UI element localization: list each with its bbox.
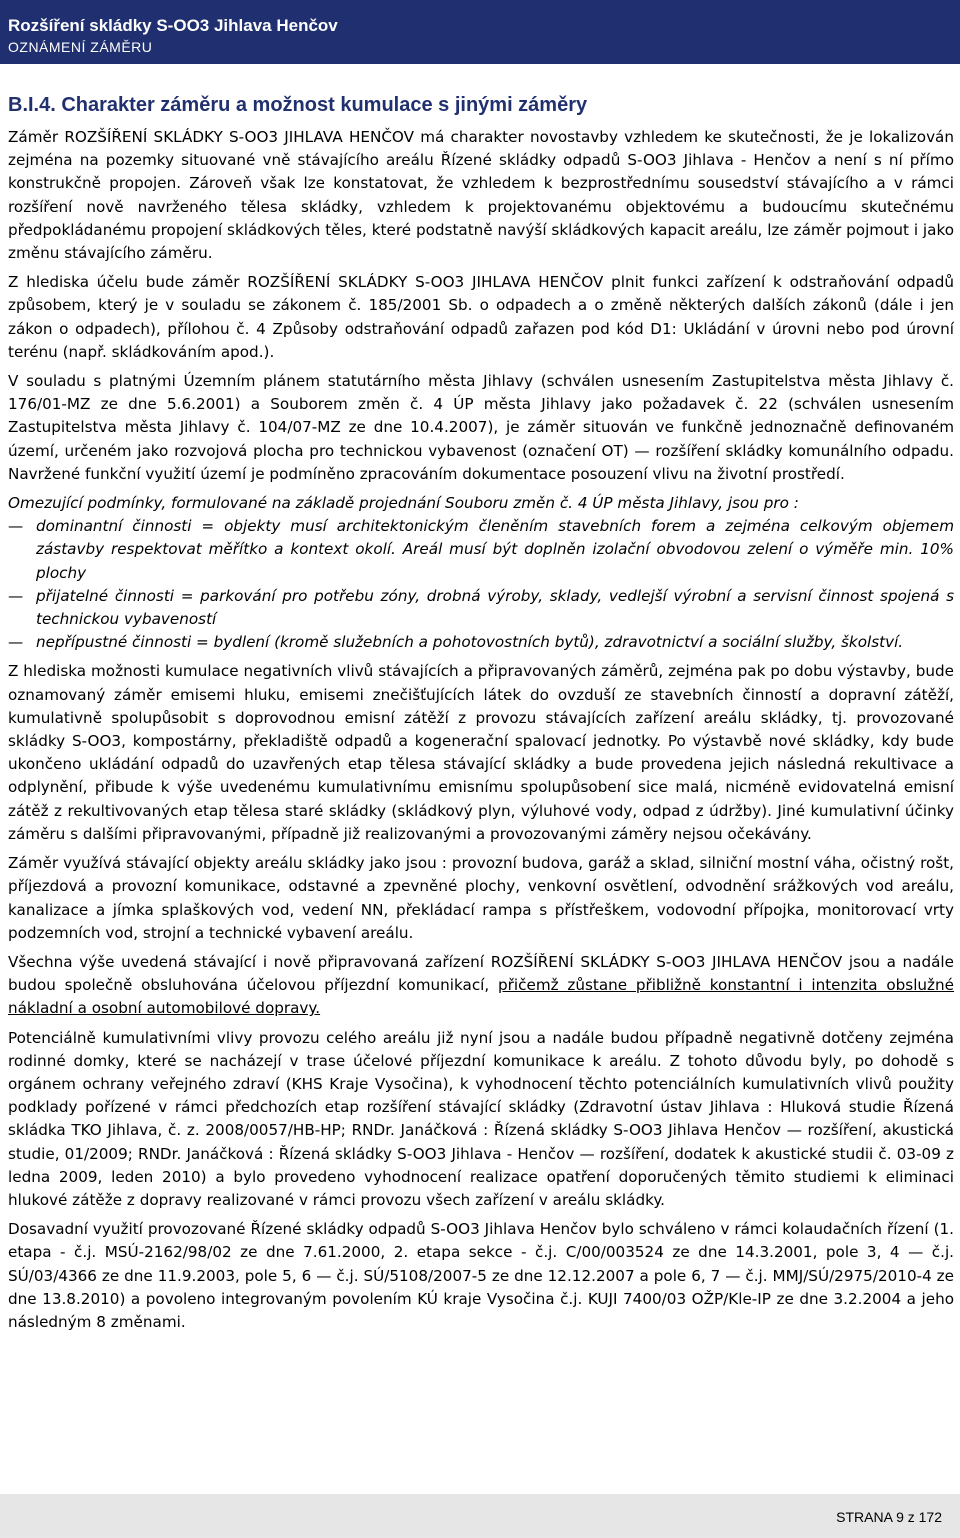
underlined-statement: přičemž zůstane přibližně konstantní i intenzita obslužné nákladní a osobní automobilové dopravy.	[8, 976, 955, 1018]
paragraph-cumulation: Z hlediska možnosti kumulace negativních vlivů stávajících a připravovaných záměrů, zejména pak po dobu výstavby, bude oznamovaný záměr emisemi hluku, emisemi znečišťujících látek do ovzduší ze stavebních činností a dopravní zátěží, kumulativně spolupůsobit s doprovodnou emisní zátěží z provozu stávajících zařízení areálu skládky, tj. provozované skládky S-OO3, kompostárny, překladiště odpadů a kogenerační spalovací jednotky. Po výstavbě nové skládky, kdy bude ukončeno ukládání odpadů do uzavřených etap tělesa stávající skládky a bude provedena jejich následná rekultivace a odplynění, přibude k výše uvedenému kumulativnímu emisnímu spolupůsobení sice malá, nicméně evidovatelná emisní zátěž z rekultivovaných etap tělesa staré skládky (skládkový plyn, výluhové vody, odpad z údržby). Jiné kumulativní účinky záměru s dalšími připravovanými, případně již realizovanými a provozovanými záměry nejsou očekávány.	[8, 662, 954, 843]
list-item	[8, 631, 954, 654]
paragraph-conditions-intro: Omezující podmínky, formulované na základě projednání Souboru změn č. 4 ÚP města Jihlavy, jsou pro :	[8, 494, 799, 513]
dash-bullet: —	[8, 517, 24, 536]
access-road-text: Všechna výše uvedená stávající i nově připravovaná zařízení ROZŠÍŘENÍ SKLÁDKY S-OO3 JIHLAVA HENČOV jsou a nadále budou společně obsluhována účelovou příjezdní komunikací,	[8, 952, 954, 995]
condition-text: nepřípustné činnosti = bydlení (kromě služebních a pohotovostních bytů), zdravotnictví a sociální služby, školství.	[36, 633, 904, 652]
document-title: Rozšíření skládky S-OO3 Jihlava Henčov	[8, 16, 338, 35]
section-heading: B.I.4. Charakter záměru a možnost kumulace s jinými záměry	[8, 94, 588, 116]
paragraph-existing-objects: Záměr využívá stávající objekty areálu skládky jako jsou : provozní budova, garáž a sklad, silniční mostní váha, očistný rošt, příjezdová a provozní komunikace, odstavné a zpevněné plochy, venkovní osvětlení, odvodnění srážkových vod areálu, kanalizace a jímka splaškových vod, vedení NN, překládací rampa s přístřeškem, vodovodní přípojka, monitorovací vrty podzemních vod, strojní a technické vybavení areálu.	[8, 854, 954, 942]
paragraph-land-plan: V souladu s platnými Územním plánem statutárního města Jihlavy (schválen usnesením Zastupitelstva města Jihlavy č. 176/01-MZ ze dne 5.6.2001) a Souborem změn č. 4 ÚP města Jihlavy jako požadavek č. 22 (schválen usnesením Zastupitelstva města Jihlavy č. 104/07-MZ ze dne 10.4.2007), je záměr situován ve funkčně jednoznačně definovaném území, určeném jako rozvojová plocha pro technickou vybavenost (označení OT) — rozšíření skládky komunálního odpadu. Navržené funkční využití území je podmíněno zpracováním dokumentace posouzení vlivu na životní prostředí.	[8, 372, 954, 483]
condition-text: dominantní činnosti = objekty musí architektonickým členěním stavebních forem a zejména celkovým objemem zástavby respektovat měřítko a kontext okolí. Areál musí být doplněn izolační obvodovou zelení o výměře min. 10% plochy	[36, 517, 954, 582]
document-body	[8, 126, 954, 1340]
document-footer	[0, 1494, 960, 1538]
condition-text: přijatelné činnosti = parkování pro potřebu zóny, drobná výroby, sklady, vedlejší výrobní a servisní činnost spojená s technickou vybaveností	[36, 586, 954, 629]
list-item	[8, 515, 954, 585]
paragraph-character: Záměr ROZŠÍŘENÍ SKLÁDKY S-OO3 JIHLAVA HENČOV má charakter novostavby vzhledem ke skutečnosti, že je lokalizován zejména na pozemky situované vně stávajícího areálu Řízené skládky odpadů S-OO3 Jihlava - Henčov a není s ní přímo konstrukčně propojen. Zároveň však lze konstatovat, že vzhledem k bezprostřednímu sousedství stávajícího a v rámci rozšíření nově navrženého tělesa skládky, vzhledem k projektovanému objektovému a budoucímu skutečnému předpokládanému propojení skládkových těles, které podstatně navýší skládkových kapacit areálu, lze záměr pojmout i jako změnu stávajícího záměru.	[8, 128, 954, 263]
paragraph-access-road	[8, 951, 954, 1021]
document-header	[0, 0, 960, 64]
page-number: STRANA 9 z 172	[836, 1509, 942, 1525]
paragraph-potential-impacts: Potenciálně kumulativními vlivy provozu celého areálu již nyní jsou a nadále budou případně negativně dotčeny zejména rodinné domky, které se nacházejí v trase účelové příjezdní komunikace k areálu. Z tohoto důvodu byly, po dohodě s orgánem ochrany veřejného zdraví (KHS Kraje Vysočina), k vyhodnocení těchto potenciálních kumulativních vlivů použity podklady pořízené v rámci předchozích etap rozšíření stávající skládky (Zdravotní ústav Jihlava : Hluková studie Řízená skládka TKO Jihlava, č. z. 2008/0057/HB-HP; RNDr. Janáčková : Řízená skládky S-OO3 Jihlava Henčov — rozšíření, akustická studie, 01/2009; RNDr. Janáčková : Řízená skládky S-OO3 Jihlava - Henčov — rozšíření, dodatek k akustické studii č. 03-09 z ledna 2009, leden 2010) a bylo provedeno vyhodnocení realizace opatření doporučených těmito studiemi k eliminaci hlukové zátěže z dopravy realizované v rámci provozu všech zařízení v areálu skládky.	[8, 1028, 954, 1209]
list-item	[8, 585, 954, 631]
paragraph-approvals: Dosavadní využití provozované Řízené skládky odpadů S-OO3 Jihlava Henčov bylo schváleno v rámci kolaudačních řízení (1. etapa - č.j. MSÚ-2162/98/02 ze dne 7.61.2000, 2. etapa sekce - č.j. C/00/003524 ze dne 14.3.2001, pole 3, 4 — č.j. SÚ/03/4366 ze dne 11.9.2003, pole 5, 6 — č.j. SÚ/5108/2007-5 ze dne 12.12.2007 a pole 6, 7 — č.j. MMJ/SÚ/2975/2010-4 ze dne 13.8.2010) a povoleno integrovaným povolením KÚ kraje Vysočina č.j. KUJI 7400/03 OŽP/Kle-IP ze dne 3.2.2004 a jeho následným 8 změnami.	[8, 1220, 954, 1331]
document-subtitle: OZNÁMENÍ ZÁMĚRU	[8, 39, 153, 55]
conditions-list	[8, 515, 954, 654]
paragraph-purpose: Z hlediska účelu bude záměr ROZŠÍŘENÍ SKLÁDKY S-OO3 JIHLAVA HENČOV plnit funkci zařízení k odstraňování odpadů způsobem, který je v souladu se zákonem č. 185/2001 Sb. o odpadech a o změně některých dalších zákonů (dále i jen zákon o odpadech), přílohou č. 4 Způsoby odstraňování odpadů zařazen pod kód D1: Ukládání v úrovni nebo pod úrovní terénu (např. skládkováním apod.).	[8, 273, 954, 361]
dash-bullet: —	[8, 633, 24, 652]
dash-bullet: —	[8, 586, 24, 605]
